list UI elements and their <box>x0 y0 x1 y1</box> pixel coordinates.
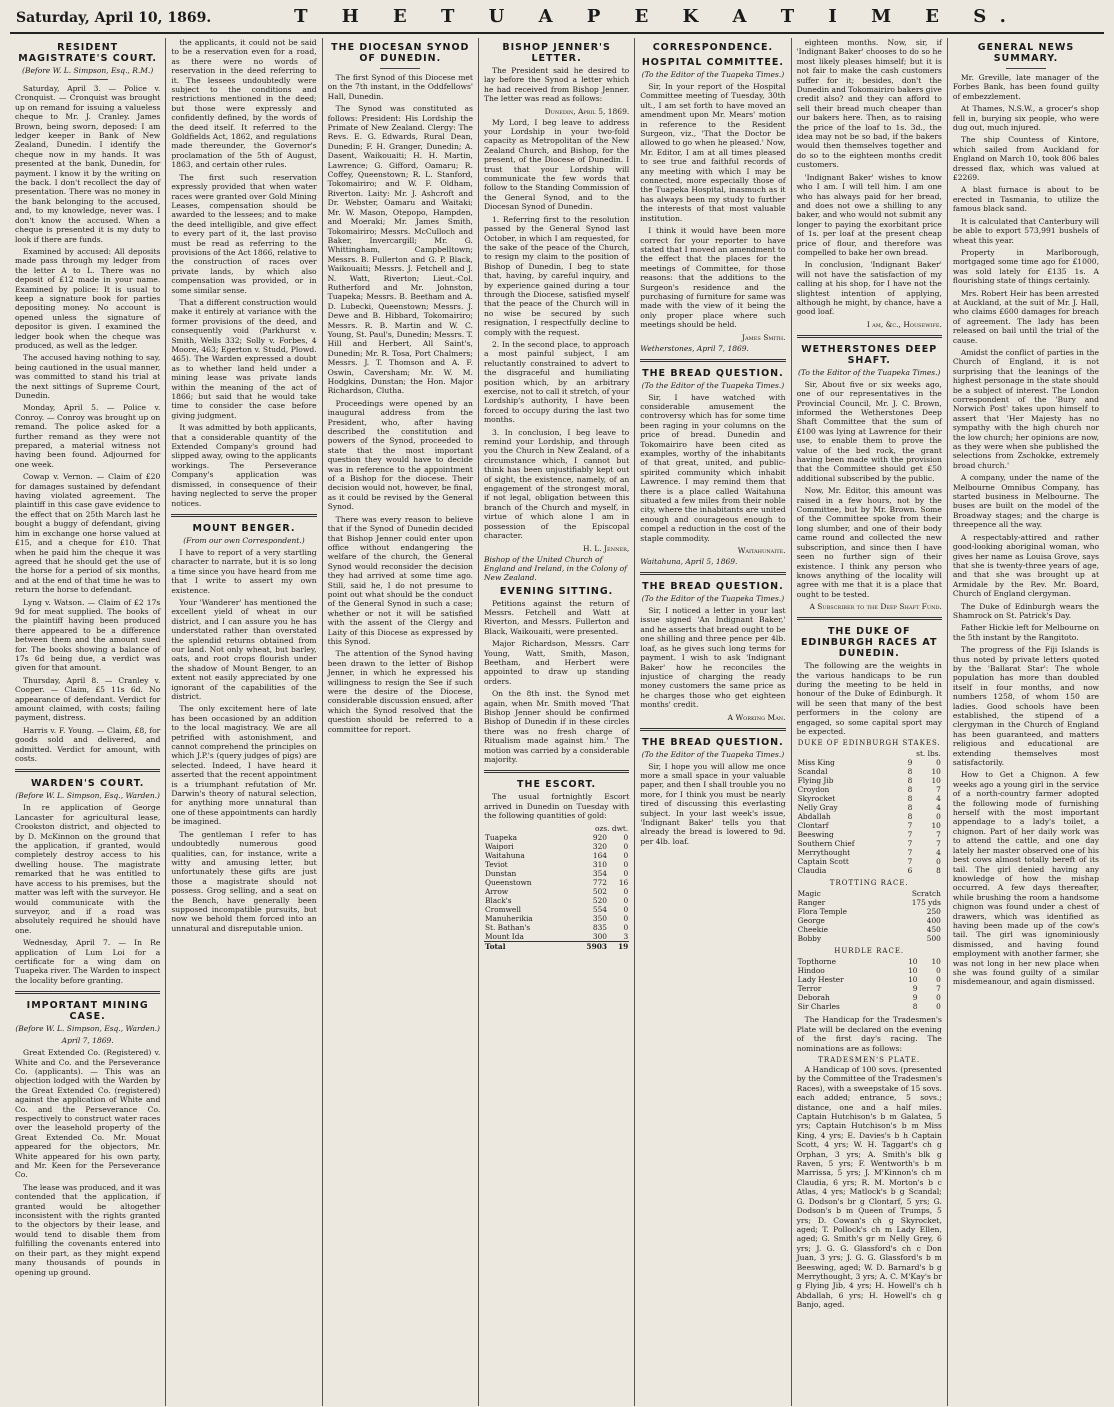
article-paragraph: the applicants, it could not be said to be a reservation even for a road, as there were no words of reservation in the deed referring to it. The lessees undoubtedly were subject to the conditions and restrictions mentioned in the deed; but those were expressly and confidently defined, by the words of the deed itself. It referred to the Goldfields Act, 1862, and regulations made thereunder, the Governor's proclamation of the 5th of August, 1863, and certain other rules. <box>171 38 317 170</box>
article-paragraph: Sir, I noticed a letter in your last issue signed 'An Indignant Baker,' and he asserts that bread ought to be one shilling and three pence per 4lb. loaf, as he gives such long terms for payment. I wish to ask 'Indignant Baker' how he reconciles the injustice of charging the ready money customers the same price as he charges those who get eighteen months' credit. <box>640 606 786 710</box>
article-paragraph: Thursday, April 8. — Cranley v. Cooper. — Claim, £5 11s 6d. No appearance of defendant. Verdict for amount claimed, with costs; failing payment, distress. <box>15 675 161 723</box>
table-cell-value: 10 <box>908 975 918 985</box>
section-subtitle: (Before W. L. Simpson, Esq., Warden.) <box>15 791 160 801</box>
article-paragraph: The usual fortnightly Escort arrived in Dunedin on Tuesday with the following quantities of gold: <box>483 792 630 821</box>
column-1 <box>10 38 166 1406</box>
table-row <box>484 923 629 932</box>
column-6 <box>792 38 948 1406</box>
table-row <box>797 1002 942 1011</box>
table-cell-name: Total <box>484 941 569 951</box>
table-row <box>797 916 942 925</box>
table-cell-name: Cheekie <box>797 925 828 935</box>
table-cell-value: 6 <box>907 866 913 876</box>
column-7 <box>948 38 1104 1406</box>
table-cell-value: 354 <box>592 868 607 878</box>
table-cell-value: 7 <box>907 839 913 849</box>
table-title: TRADESMEN'S PLATE. <box>818 1056 921 1064</box>
table-cell-value: 0 <box>936 758 941 768</box>
signature: H. L. Jenner, <box>582 543 630 553</box>
article-paragraph: The first Synod of this Diocese met on the 7th instant, in the Oddfellows' Hall, Dunedin. <box>327 73 473 101</box>
news-item: Mr. Greville, late manager of the Forbes Bank, has been found guilty of embezzlement. <box>952 73 1100 101</box>
table-cell-value: 7 <box>907 848 913 858</box>
table-cell-value: 350 <box>592 913 607 923</box>
table-row <box>797 794 942 803</box>
signature: James Smith. <box>742 332 786 342</box>
table-row <box>484 842 629 851</box>
table-row <box>797 839 942 848</box>
section-subtitle: (To the Editor of the Tuapeka Times.) <box>641 749 785 759</box>
table-cell-name: Magic <box>797 889 821 899</box>
news-item: The ship Countess of Kintore, which sailed from Auckland for England on March 10, took 806 bales dressed flax, which was valued at £2269. <box>952 135 1100 183</box>
table-cell-value: 8 <box>907 785 913 795</box>
article-paragraph: On the 8th inst. the Synod met again, when Mr. Smith moved 'That Bishop Jenner should be confirmed Bishop of Dunedin if in these circles there was no fresh charge of Ritualism made against him.' The motion was carried by a considerable majority. <box>483 689 630 764</box>
table-cell-value: 0 <box>623 841 629 851</box>
trotting-table <box>797 889 942 943</box>
issue-date: Saturday, April 10, 1869. <box>16 10 212 26</box>
article-paragraph: The first such reservation expressly provided that when water races were granted over Gold Mining Leases, compensation should be awarded to the lessees; and to make the deed intelligible, and give effect to every part of it, the last proviso must be read as referring to the provisions of the Act 1866, relative to the construction of races over private lands, by which also compensation was provided, or in some similar sense. <box>171 172 317 295</box>
table-cell-value: 4 <box>936 848 941 858</box>
table-cell-name: Captain Scott <box>797 857 849 867</box>
section-date: April 7, 1869. <box>61 1036 114 1046</box>
section-title: RESIDENT MAGISTRATE'S COURT. <box>18 42 158 64</box>
article-paragraph: Cowap v. Vernon. — Claim of £20 for damages sustained by defendant having violated agreement. The plaintiff in this case gave evidence to the effect that on 25th March last he bought a buggy of defendant, giving him in exchange one horse valued at £15, and a cheque for £10. That when he paid him the cheque it was agreed that he should get the use of the horse for a period of six months, and at the end of that time he was to return the horse to defendant. <box>15 472 161 595</box>
article-paragraph: Your 'Wanderer' has mentioned the excellent yield of wheat in our district, and I can assure you he has understated rather than overstated the splendid returns obtained from our land. Not only wheat, but barley, oats, and root crops flourish under the shadow of Mount Benger, to an extent not easily appreciated by one ignorant of the capabilities of the district. <box>171 597 317 701</box>
section-title: CORRESPONDENCE. <box>652 42 774 53</box>
table-row <box>797 857 942 866</box>
table-cell-name: Bobby <box>797 934 822 944</box>
table-cell-value: 10 <box>931 776 941 786</box>
table-unit: st. lbs. <box>916 749 941 759</box>
table-row <box>797 785 942 794</box>
article-paragraph: Major Richardson, Messrs. Carr Young, Watt, Smith, Mason, Beetham, and Herbert were appointed to draw up standing orders. <box>483 639 630 686</box>
table-cell-name: Arrow <box>484 886 509 896</box>
table-cell-name: Teviot <box>484 859 508 869</box>
news-item: The Duke of Edinburgh wears the Shamrock on St. Patrick's Day. <box>952 601 1100 620</box>
table-cell-value: 400 <box>926 916 941 926</box>
table-cell-value: Scratch <box>911 889 941 899</box>
table-cell-value: 10 <box>931 821 941 831</box>
section-title: WETHERSTONES DEEP SHAFT. <box>801 343 938 366</box>
table-title: DUKE OF EDINBURGH STAKES. <box>797 739 941 748</box>
section-subtitle: (To the Editor of the Tuapeka Times.) <box>797 367 941 377</box>
table-cell-name: Tuapeka <box>484 832 518 842</box>
table-cell-name: Topthorne <box>797 957 836 967</box>
news-item: How to Get a Chignon. A few weeks ago a young girl in the service of a north-country farmer adopted the following mode of furnishing herself with the most important appendage to a lady's toilet, a chignon. Part of her daily work was to attend the cattle, and one day lately her master observed one of his best cows almost totally bereft of its tail. The girl denied having any knowledge of how the mishap occurred. A few days thereafter, while brushing the room a handsome chignon was found under a chest of drawers, which was identified as having been made up of the cow's tail. The girl was ignominiously dismissed, and having found employment with another farmer, she was not long in her new place when she was found guilty of a similar misdemeanour, and again dismissed. <box>952 770 1100 987</box>
news-item: Amidst the conflict of parties in the Church of England, it is not surprising that the leanings of the highest personage in the state should be a subject of interest. The London correspondent of the 'Bury and Norwich Post' takes upon himself to assert that 'Her Majesty has no sympathy with the high church nor the low church; her opinions are now, as they were when she published the selections from Zschokke, extremely broad church.' <box>952 347 1100 470</box>
table-cell-value: 0 <box>623 913 629 923</box>
divider <box>380 68 420 69</box>
table-cell-value: 175 yds <box>911 898 941 908</box>
table-cell-value: 8 <box>907 767 913 777</box>
table-row <box>797 984 942 993</box>
article-paragraph: The following are the weights in the various handicaps to be run during the meeting to be held in honour of the Duke of Edinburgh. It will be seen that many of the best performers in the colony are engaged, so some capital sport may be expected. <box>796 661 942 736</box>
table-cell-value: 9 <box>912 984 918 994</box>
table-cell-name: Abdallah <box>797 812 831 822</box>
table-cell-value: 7 <box>936 830 941 840</box>
section-title: IMPORTANT MINING CASE. <box>26 1000 149 1023</box>
table-cell-value: 450 <box>926 925 941 935</box>
article-paragraph: Saturday, April 3. — Police v. Cronquist. — Cronquist was brought up on remand for issuing a valueless cheque to Mr. J. Cranley. James Brown, being sworn, deposed: I am ledger keeper in Bank of New Zealand, Dunedin. I identify the cheque now in my hands. It was presented at the bank, Dunedin, for payment. I know it by the writing on the back. I don't recollect the day of presentation. There was no money in the bank belonging to the accused, and, to my knowledge, never was. I don't know the accused. When a cheque is presented it is my duty to look if there are funds. <box>15 84 161 244</box>
table-cell-name: Miss King <box>797 758 835 768</box>
table-cell-value: 0 <box>623 850 629 860</box>
section-title: GENERAL NEWS SUMMARY. <box>977 42 1075 64</box>
signature: I am, &c., Housewife. <box>866 319 942 329</box>
table-row <box>797 767 942 776</box>
table-cell-value: 300 <box>592 931 607 941</box>
table-cell-name: Hindoo <box>797 966 825 976</box>
table-cell-name: Skyrocket <box>797 794 836 804</box>
article-paragraph: Examined by accused: All deposits made pass through my ledger from the letter A to L. There was no deposit of £12 made in your name. Examined by police: It is usual to keep a signature book for parties depositing money. No account is opened unless the signature of depositor is given. I examined the ledger book when the cheque was produced, as well as the ledger. <box>15 246 161 350</box>
divider <box>68 79 108 80</box>
table-cell-value: 320 <box>592 841 607 851</box>
table-cell-value: 502 <box>592 886 607 896</box>
table-cell-value: 10 <box>931 767 941 777</box>
news-item: Father Hickie left for Melbourne on the 5th instant by the Rangitoto. <box>952 623 1100 642</box>
section-title: THE DIOCESAN SYNOD OF DUNEDIN. <box>331 42 470 64</box>
column-5 <box>635 38 791 1406</box>
article-paragraph: 'Indignant Baker' wishes to know who I am. I will tell him. I am one who has always paid for her bread, and does not owe a shilling to any baker, and who would not submit any longer to paying the exorbitant price of 1s. per loaf at the present cheap price of flour, and therefore was compelled to bake her own bread. <box>796 172 942 257</box>
table-cell-value: 0 <box>623 895 629 905</box>
article-paragraph: Harris v. F. Young. — Claim, £8, for goods sold and delivered, and admitted. Verdict for amount, with costs. <box>15 725 161 764</box>
section-title: THE BREAD QUESTION. <box>642 581 784 593</box>
table-cell-value: 772 <box>592 877 607 887</box>
article-paragraph: In conclusion, 'Indignant Baker' will not have the satisfaction of my calling at his shop, for I have not the slightest intention of applying, although he might, by chance, have a good loaf. <box>796 260 942 317</box>
table-cell-name: Cromwell <box>484 904 522 914</box>
table-cell-value: 0 <box>936 857 941 867</box>
table-cell-name: Flying Jib <box>797 776 834 786</box>
article-paragraph: Monday, April 5. — Police v. Conroy. — Conroy was brought up on remand. The police asked for a further remand as they were not prepared, a material witness not having been found. Adjourned for one week. <box>15 403 161 469</box>
table-row <box>797 993 942 1002</box>
table-cell-value: 0 <box>936 993 941 1003</box>
table-cell-value: 10 <box>908 957 918 967</box>
article-paragraph: In re application of George Lancaster for agricultural lease, Crookston district, and objected to by D. McKinnon on the ground that the application, if granted, would completely destroy access to his dwelling house. The magistrate remarked that he was entitled to have access to his premises, but the matter was left with the surveyor. He would communicate with the surveyor, and if a road was absolutely required he should have one. <box>15 803 161 935</box>
table-cell-name: Deborah <box>797 993 830 1003</box>
letter-date: Waitahuna, April 5, 1869. <box>640 557 738 567</box>
divider <box>640 359 785 362</box>
table-cell-value: 0 <box>936 812 941 822</box>
news-item: The progress of the Fiji Islands is thus noted by private letters quoted by the 'Ballarat Star': The whole population has more than doubled itself in four months, and now numbers 1258, of whom 150 are ladies. Good schools have been established, the stipend of a clergyman in the Church of England has been guaranteed, and matters religious and educational are extending themselves most satisfactorily. <box>952 645 1100 768</box>
table-row <box>484 896 629 905</box>
divider <box>1006 68 1046 69</box>
table-row <box>484 878 629 887</box>
table-row <box>797 975 942 984</box>
section-title: THE BREAD QUESTION. <box>642 367 784 379</box>
table-row <box>797 776 942 785</box>
table-row <box>797 848 942 857</box>
table-cell-name: Croydon <box>797 785 830 795</box>
table-cell-name: Clontarf <box>797 821 829 831</box>
table-row <box>484 914 629 923</box>
section-title: BISHOP JENNER'S LETTER. <box>502 42 611 64</box>
table-header-row <box>484 824 629 833</box>
table-cell-name: Waipori <box>484 841 514 851</box>
table-cell-value: 7 <box>936 984 941 994</box>
table-cell-name: Dunstan <box>484 868 517 878</box>
table-row <box>797 898 942 907</box>
table-cell-value: 16 <box>618 877 629 887</box>
article-paragraph: Sir, I have watched with considerable amusement the controversy which has for some time been raging in your columns on the price of bread. Dunedin and Tokomairiro have been cited as examples, worthy of the inhabitants of that great, united, and public-spirited community which inhabit Lawrence. I may remind them that there is a place called Waitahuna situated a few miles from their noble city, where the inhabitants are united enough and courageous enough to compel a reduction in the cost of the staple commodity. <box>640 392 786 543</box>
table-cell-value: 8 <box>912 1002 918 1012</box>
table-cell-value: 0 <box>623 859 629 869</box>
article-paragraph: Sir, In your report of the Hospital Committee meeting of Tuesday, 30th ult., I am set forth to have moved an amendment upon Mr. Mears' motion in reference to the Resident Surgeon, viz., 'That the Doctor be allowed to go when he pleased.' Now, Mr. Editor, I am at all times pleased to see true and faithful records of any meeting with which I may be connected, more especially those of the Tuapeka Hospital, inasmuch as it has always been my study to further the interests of that most valuable institution. <box>640 82 786 223</box>
article-paragraph: The lease was produced, and it was contended that the application, if granted would be altogether inconsistent with the rights granted to the objectors by their lease, and would tend to disable them from fulfilling the covenants entered into on their part, as they might expend many thousands of pounds in opening up ground. <box>15 1182 161 1277</box>
section-title: THE BREAD QUESTION. <box>642 736 784 748</box>
table-cell-name: Merrythought <box>797 848 851 858</box>
section-title: THE DUKE OF EDINBURGH RACES AT DUNEDIN. <box>800 626 938 660</box>
news-item: A company, under the name of the Melbourne Omnibus Company, has started business in Melbourne. The buses are built on the model of the Broadway stages; and the charge is threepence all the way. <box>952 473 1100 530</box>
article-paragraph: Sir, About five or six weeks ago, one of our representatives in the Provincial Council, Mr. J. C. Brown, informed the Wetherstones Deep Shaft Committee that the sum of £100 was lying at Lawrence for their use, to enable them to prove the value of the bed rock, the grant having been made with the provision that the Committee should get £50 additional subscribed by the public. <box>796 379 942 483</box>
table-cell-value: 19 <box>608 941 629 951</box>
table-cell-name: Beeswing <box>797 830 834 840</box>
article-paragraph: The Synod was constituted as follows: President: His Lordship the Primate of New Zealand. Clergy: The Revs. E. G. Edwards, Rural Dean, Dunedin; F. H. Granger, Dunedin; A. Dasent, Waikouaiti; H. H. Martin, Lawrence; G. Gifford, Oamaru; R. Coffey, Queenstown; R. L. Stanford, Tokomairiro; and W. F. Oldham, Riverton. Laity: Mr. J. Ashcroft and Dr. Webster, Oamaru and Waitaki; Mr. W. Mason, Otepopo, Hampden, and Moeraki; Mr. James Smith, Tokomairiro; Messrs. McCulloch and Baker, Invercargill; Mr. G. Whittingham, Campbelltown; Messrs. B. Fullerton and G. P. Black, Waikouaiti; Messrs. J. Fetchell and J. N. Watt, Riverton; Lieut.-Col. Rutherford and Mr. Johnston, Tuapeka; Messrs. B. Beetham and A. D. Lubecki, Queenstown; Messrs. J. Dewe and B. Hibbard, Tokomairiro; Messrs. R. B. Martin and W. C. Young, St. Paul's, Dunedin; Messrs. T. Hill and Herbert, All Saint's, Dunedin; Mr. R. Tosa, Port Chalmers; Messrs. J. T. Thomson and A. F. Oswin, Caversham; Mr. W. M. Hodgkins, Dunstan; the Hon. Major Richardson, Clutha. <box>327 104 473 396</box>
article-paragraph: There was every reason to believe that if the Synod of Dunedin decided that Bishop Jenner could enter upon office without endangering the welfare of the church, the General Synod would reconsider the decision they had arrived at some time ago. Still, said he, I do not presume to point out what should be the conduct of the General Synod in such a case; whether or not it will be satisfied with the assent of the Clergy and Laity of this Diocese as expressed by this Synod. <box>327 514 473 646</box>
table-header-row <box>797 749 942 758</box>
article-paragraph: A Handicap of 100 sovs. (presented by the Committee of the Tradesmen's Races), with a sweepstake of 15 sovs. each added; entrance, 5 sovs.; distance, one and a half miles. Captain Hutchison's b m Galatea, 5 yrs; Captain Hutchison's b m Miss King, 4 yrs; E. Davies's b h Captain Scott, 4 yrs; W. H. Taggart's ch g Orphan, 3 yrs; A. Smith's blk g Raven, 5 yrs; F. Wentworth's b m Marrissa, 5 yrs; J. M'Kinnon's ch m Claudia, 6 yrs; R. M. Morton's b c Atlas, 4 yrs; Matlock's b g Scandal; G. Dodson's br g Clontarf, 5 yrs; G. Dodson's b m Queen of Trumps, 5 yrs; D. Cowan's ch g Skyrocket, aged; T. Pollock's ch m Lady Ellen, aged; G. Smith's gr m Nelly Grey, 6 yrs; J. G. G. Glassford's ch c Don Juan, 3 yrs; J. G. G. Glassford's b m Beeswing, aged; W. D. Barnard's b g Merrythought, 3 yrs; A. C. M'Kay's br g Flying Jib, 4 yrs; H. Howell's ch h Abdallah, 6 yrs; H. Howell's ch g Banjo, aged. <box>796 1065 942 1310</box>
table-cell-value: 7 <box>936 839 941 849</box>
table-row <box>484 887 629 896</box>
table-cell-value: 4 <box>936 794 941 804</box>
table-cell-name: Flora Temple <box>797 907 847 917</box>
table-cell-value: 835 <box>592 922 607 932</box>
table-cell-value: 164 <box>592 850 607 860</box>
news-item: Property in Marlborough, mortgaged some time ago for £1000, was sold lately for £135 1s. A flourishing state of things certainly. <box>952 247 1100 286</box>
table-cell-value: 8 <box>907 812 913 822</box>
article-paragraph: The attention of the Synod having been drawn to the letter of Bishop Jenner, in which he expressed his willingness to resign the See if such were the desire of the Diocese, considerable discussion ensued, after which the Synod resolved that the question should be referred to a committee for report. <box>327 649 473 734</box>
article-paragraph: 1. Referring first to the resolution passed by the General Synod last October, in which I am requested, for the sake of the peace of the Church, to resign my claim to the position of Bishop of Dunedin, I beg to state that, having, by careful inquiry, and by experience gained during a tour through the Diocese, satisfied myself that the peace of the Church will in no wise be secured by such resignation, I respectfully decline to comply with the request. <box>483 214 630 337</box>
table-cell-value: 920 <box>592 832 607 842</box>
table-cell-name: Sir Charles <box>797 1002 840 1012</box>
article-paragraph: 3. In conclusion, I beg leave to remind your Lordship, and through you the Church in New Zealand, of a circumstance which, I cannot but think has been unjustifiably kept out of sight, the existence, namely, of an engagement of the strongest moral, if not legal, obligation between this branch of the Church and myself, in virtue of which alone I am in possession of the Episcopal character. <box>483 427 630 541</box>
table-row <box>797 907 942 916</box>
article-paragraph: I think it would have been more correct for your reporter to have stated that I moved an amendment to the effect that the places for the meetings of Committee, for those reasons: that the additions to the Surgeon's residence and the purchasing of furniture for same was made with the view of it being the only proper place where such meetings should be held. <box>640 226 786 330</box>
article-paragraph: Now, Mr. Editor, this amount was raised in a few hours, not by the Committee, but by Mr. Brown. Some of the Committee spoke from their long slumber, and one of their body came round and collected the new subscription, and since then I have seen no further sign of their existence. I think any person who knows anything of the locality will agree with me that it is a place that ought to be tested. <box>796 486 942 599</box>
letter-date: Dunedin, April 5, 1869. <box>544 106 630 116</box>
news-item: At Thames, N.S.W., a grocer's shop fell in, burying six people, who were dug out, much injured. <box>952 104 1100 133</box>
table-row <box>484 851 629 860</box>
section-subtitle: (To the Editor of the Tuapeka Times.) <box>641 380 785 390</box>
section-title: HOSPITAL COMMITTEE. <box>641 57 784 68</box>
table-cell-name: Southern Chief <box>797 839 855 849</box>
table-row <box>484 905 629 914</box>
section-subtitle: (To the Editor of the Tuapeka Times.) <box>641 70 785 79</box>
article-paragraph: Petitions against the return of Messrs. Fetchell and Watt at Riverton, and Messrs. Fullerton and Black, Waikouaiti, were presented. <box>483 598 630 636</box>
article-paragraph: The President said he desired to lay before the Synod a letter which he had received from Bishop Jenner. The letter was read as follows: <box>483 66 630 104</box>
table-cell-name: Black's <box>484 895 512 905</box>
masthead <box>10 6 1104 34</box>
table-cell-value: 8 <box>936 866 941 876</box>
table-cell-name: Ranger <box>797 898 826 908</box>
table-cell-name: George <box>797 916 825 926</box>
table-row <box>797 758 942 767</box>
table-row <box>797 957 942 966</box>
table-cell-name: Terror <box>797 984 822 994</box>
table-cell-value: 310 <box>592 859 607 869</box>
divider <box>171 514 316 517</box>
divider <box>797 617 942 620</box>
article-paragraph: eighteen months. Now, sir, if 'Indignant Baker' chooses to do so he most likely pleases himself; but it is not fair to make the cash customers suffer for it; besides, don't the Dunedin and Tokomairiro bakers give credit also? and they can afford to sell their bread much cheaper than our bakers here. Then, as to raising the price of the loaf to 1s. 3d., the idea may not be so bad, if the bakers would then themselves together and do so to the eighteen months credit customers. <box>796 38 942 170</box>
section-title: MOUNT BENGER. <box>192 522 296 534</box>
table-cell-name: Scandal <box>797 767 828 777</box>
table-cell-value: 520 <box>592 895 607 905</box>
table-row <box>797 821 942 830</box>
table-cell-value: 554 <box>592 904 607 914</box>
table-cell-name: St. Bathan's <box>484 922 531 932</box>
article-paragraph: Proceedings were opened by an inaugural address from the President, who, after having described the constitution and powers of the Synod, proceeded to state that the most important question they would have to decide was in reference to the appointment of a Bishop for the diocese. Their decision would not, however, be final, as it could be revised by the General Synod. <box>327 398 473 512</box>
table-cell-value: 7 <box>907 821 913 831</box>
table-cell-name: Claudia <box>797 866 827 876</box>
table-cell-name: Mount Ida <box>484 931 524 941</box>
table-cell-value: 0 <box>623 868 629 878</box>
table-row <box>484 833 629 842</box>
letter-date: Wetherstones, April 7, 1869. <box>640 343 749 353</box>
table-row <box>797 803 942 812</box>
signature: A Subscriber to the Deep Shaft Fund. <box>809 602 942 612</box>
news-item: A blast furnace is about to be erected in Tasmania, to utilize the famous black sand. <box>952 185 1100 214</box>
article-paragraph: I have to report of a very startling character to narrate, but it is so long a time since you have heard from me that I write to assert my own existence. <box>171 547 317 595</box>
section-subtitle: (From our own Correspondent.) <box>183 535 305 545</box>
signature-title: Bishop of the United Church of England and Ireland, in the Colony of New Zealand. <box>483 554 627 582</box>
table-row <box>797 866 942 875</box>
article-paragraph: My Lord, I beg leave to address your Lordship in your two-fold capacity as Metropolitan of the New Zealand Church, and Bishop, for the present, of the Diocese of Dunedin. I trust that your Lordship will communicate the few words that follow to the Standing Commission of the General Synod, and to the Diocesan Synod of Dunedin. <box>483 117 630 212</box>
table-title: HURDLE RACE. <box>834 947 905 956</box>
news-item: A respectably-attired and rather good-looking aboriginal woman, who gives her name as Louisa Grove, says that she is twenty-three years of age, and that she was brought up at Armidale by the Rev. Mr. Board, Church of England clergyman. <box>952 532 1100 599</box>
table-cell-value: 500 <box>926 934 941 944</box>
column-4 <box>479 38 635 1406</box>
section-title: EVENING SITTING. <box>499 585 614 597</box>
columns <box>10 38 1104 1406</box>
article-paragraph: 2. In the second place, to approach a most painful subject, I am reluctantly constrained to advert to the disgraceful and humiliating position which, by an arbitrary exercise, not to call it stretch, of your Lordship's authority, I have been forced to occupy during the last two months. <box>483 339 630 425</box>
article-paragraph: The Handicap for the Tradesmen's Plate will be declared on the evening of the first day's racing. The nominations are as follows: <box>796 1015 942 1053</box>
divider <box>15 991 160 994</box>
table-cell-value: 9 <box>907 758 913 768</box>
table-cell-value: 10 <box>908 966 918 976</box>
table-total-row <box>484 941 629 951</box>
column-2 <box>166 38 322 1406</box>
table-row <box>484 860 629 869</box>
table-cell-value: 0 <box>623 904 629 914</box>
hurdle-table <box>797 957 942 1011</box>
table-cell-value: 9 <box>912 993 918 1003</box>
divider <box>640 572 785 575</box>
table-row <box>797 925 942 934</box>
table-cell-value: 3 <box>623 931 629 941</box>
article-paragraph: Sir, I hope you will allow me once more a small space in your valuable paper, and then I shall trouble you no more, for I think you must be nearly tired of discussing this everlasting subject. In your last week's issue, 'Indignant Baker' tells you that already the bread is lowered to 9d. per 4lb. loaf. <box>640 761 786 846</box>
table-cell-value: 8 <box>907 776 913 786</box>
article-paragraph: The accused having nothing to say, being cautioned in the usual manner, was committed to stand his trial at the next sittings of Supreme Court, Dunedin. <box>15 353 161 400</box>
divider <box>640 728 785 731</box>
table-row <box>484 869 629 878</box>
table-unit: ozs. dwt. <box>595 823 629 833</box>
table-cell-value: 7 <box>907 830 913 840</box>
divider <box>797 335 942 338</box>
table-cell-value: 250 <box>926 907 941 917</box>
table-title: TROTTING RACE. <box>829 879 909 888</box>
table-cell-value: 4 <box>936 803 941 813</box>
signature: A Working Man. <box>727 712 786 722</box>
table-row <box>484 932 629 942</box>
table-cell-value: 0 <box>623 832 629 842</box>
divider <box>15 769 160 772</box>
section-subtitle: (Before W. L. Simpson, Esq., R.M.) <box>22 66 154 75</box>
table-row <box>797 889 942 898</box>
table-cell-value: 7 <box>936 785 941 795</box>
news-item: Mrs. Robert Heir has been arrested at Auckland, at the suit of Mr. J. Hall, who claims £600 damages for breach of agreement. The lady has been released on bail until the trial of the cause. <box>952 288 1100 345</box>
table-row <box>797 812 942 821</box>
stakes-table <box>797 749 942 875</box>
table-row <box>797 934 942 943</box>
article-paragraph: That a different construction would make it entirely at variance with the former provisions of the deed, and consequently void (Parkhurst v. Smith, Wells 332; Solly v. Forbes, 4 Moore, 463; Egerton v. Studd, Plowd. 465). The Warden expressed a doubt as to whether land held under a mining lease was private lands within the meaning of the act of 1866; but said that he would take time to consider the case before giving judgment. <box>171 297 317 420</box>
table-cell-value: 0 <box>623 886 629 896</box>
table-cell-value: 0 <box>623 922 629 932</box>
column-3 <box>323 38 479 1406</box>
table-cell-name: Waitahuna <box>484 850 525 860</box>
article-paragraph: The only excitement here of late has been occasioned by an addition to the local magistracy. We are all petrified with astonishment, and cannot comprehend the principles on which J.P.'s (query judges of pigs) are selected. Indeed, I have heard it asserted that the recent appointment is a triumphant refutation of Mr. Darwin's theory of natural selection, for anything more unnatural than one of these appointments can hardly be imagined. <box>171 704 317 827</box>
table-row <box>797 966 942 975</box>
table-cell-value: 5903 <box>569 941 608 951</box>
table-cell-value: 0 <box>936 975 941 985</box>
section-subtitle: (Before W. L. Simpson, Esq., Warden.) <box>15 1024 160 1034</box>
table-cell-name: Nelly Gray <box>797 803 838 813</box>
article-paragraph: Wednesday, April 7. — In Re application of Lum Loi for a certificate for a wing dam on Tuapeka river. The Warden to inspect the locality before granting. <box>15 938 161 985</box>
section-title: WARDEN'S COURT. <box>30 778 145 790</box>
table-cell-name: Queenstown <box>484 877 532 887</box>
table-cell-value: 0 <box>936 1002 941 1012</box>
newspaper-title: T H E T U A P E K A T I M E S. <box>294 6 1020 27</box>
table-cell-value: 10 <box>931 957 941 967</box>
table-cell-value: 8 <box>907 803 913 813</box>
table-cell-name: Manuherikia <box>484 913 533 923</box>
article-paragraph: Great Extended Co. (Registered) v. White and Co. and the Perseverance Co. (applicants). — This was an objection lodged with the Warden by the Great Extended Co. (registered) against the application of White and Co. and the Perseverance Co. respectively to construct water races over the leasehold property of the Great Extended Co. Mr. Mouat appeared for the objectors, Mr. White appeared for his own party, and Mr. Keen for the Perseverance Co. <box>15 1048 161 1180</box>
table-cell-value: 7 <box>907 857 913 867</box>
article-paragraph: Lyng v. Watson. — Claim of £2 17s 9d for meat supplied. The books of the plaintiff having been produced there appeared to be a difference between them and the amount sued for. The books showing a balance of 17s 6d being due, a verdict was given for that amount. <box>15 597 161 673</box>
news-item: It is calculated that Canterbury will be able to export 573,991 bushels of wheat this year. <box>952 216 1100 245</box>
table-cell-value: 8 <box>907 794 913 804</box>
table-row <box>797 830 942 839</box>
escort-table <box>484 824 629 951</box>
section-subtitle: (To the Editor of the Tuapeka Times.) <box>641 594 785 604</box>
section-title: THE ESCORT. <box>517 779 597 791</box>
table-cell-name: Lady Hester <box>797 975 844 985</box>
table-cell-value: 0 <box>936 966 941 976</box>
article-paragraph: The gentleman I refer to has undoubtedly numerous good qualities, can, for instance, write a witty and amusing letter, but unfortunately these gifts are just those a magistrate should not possess. Grog selling, and a seat on the Bench, have generally been supposed incompatible pursuits, but now we behold them forced into an unnatural and disreputable union. <box>171 829 317 933</box>
divider <box>484 770 629 773</box>
article-paragraph: It was admitted by both applicants, that a considerable quantity of the Extended Company's ground had slipped away, owing to the applicants workings. The Perseverance Company's application was dismissed, in consequence of their having neglected to serve the proper notices. <box>171 423 317 508</box>
signature: Waitahunaite. <box>737 546 786 556</box>
